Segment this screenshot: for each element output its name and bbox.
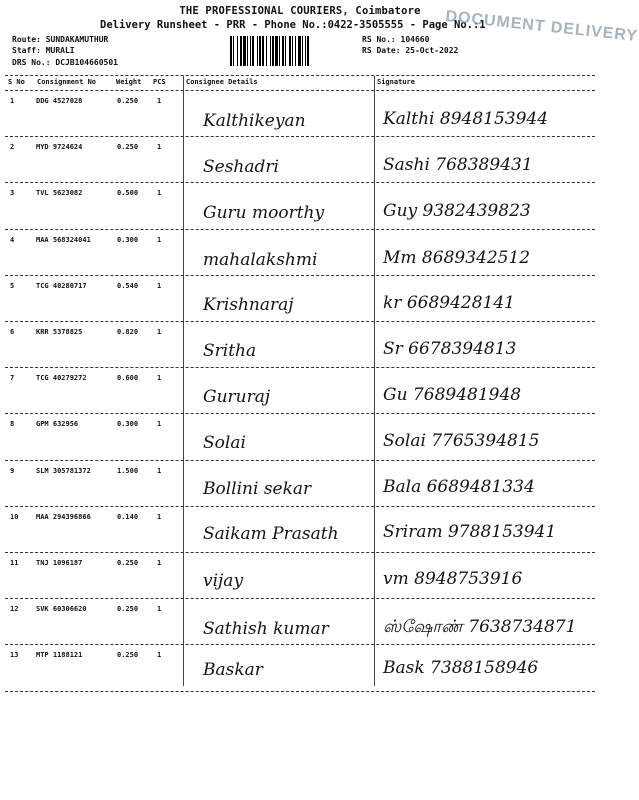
row-sno: 8 bbox=[10, 420, 15, 429]
signature-with-phone: vm 8948753916 bbox=[383, 569, 523, 589]
row-separator bbox=[5, 691, 595, 692]
row-sno: 13 bbox=[10, 651, 19, 660]
drs-number: DRS No.: DCJB104660501 bbox=[12, 58, 118, 67]
weight: 0.250 bbox=[117, 143, 139, 152]
pieces: 1 bbox=[157, 235, 162, 244]
runsheet-subtitle: Delivery Runsheet - PRR - Phone No.:0422-3505555 - Page No.:1 bbox=[100, 19, 486, 31]
pieces: 1 bbox=[157, 559, 162, 567]
pieces: 1 bbox=[157, 189, 162, 198]
row-sno: 9 bbox=[10, 466, 15, 475]
consignment-number: TCG 40279272 bbox=[36, 374, 87, 383]
weight: 0.250 bbox=[117, 559, 139, 567]
table-row bbox=[0, 507, 600, 553]
consignee-name: Sathish kumar bbox=[203, 619, 329, 640]
consignee-name: Baskar bbox=[203, 660, 263, 681]
signature-with-phone: Sr 6678394813 bbox=[383, 339, 517, 359]
table-row bbox=[0, 91, 600, 137]
consignee-name: vijay bbox=[203, 571, 244, 591]
col-sno: S No bbox=[8, 78, 25, 86]
consignment-number: GPM 632956 bbox=[36, 420, 79, 429]
consignment-number: SVK 60306620 bbox=[36, 605, 87, 614]
consignment-number: KRR 5378825 bbox=[36, 328, 83, 336]
signature-with-phone: Bala 6689481334 bbox=[383, 476, 535, 497]
barcode-bar bbox=[309, 36, 312, 66]
signature-with-phone: Sashi 768389431 bbox=[383, 155, 533, 176]
table-row bbox=[0, 461, 600, 507]
consignment-number: MTP 1188121 bbox=[36, 651, 83, 660]
signature-with-phone: Guy 9382439823 bbox=[383, 201, 531, 222]
barcode bbox=[230, 36, 354, 66]
pieces: 1 bbox=[157, 420, 162, 429]
pieces: 1 bbox=[157, 651, 162, 660]
rs-number: RS No.: 104660 bbox=[362, 35, 430, 44]
consignee-name: Sritha bbox=[203, 341, 257, 361]
weight: 0.250 bbox=[117, 651, 139, 660]
consignment-number: TCG 40280717 bbox=[36, 281, 87, 290]
consignee-name: Guru moorthy bbox=[203, 203, 325, 224]
weight: 0.820 bbox=[117, 328, 139, 336]
consignment-number: TVL 5623082 bbox=[36, 189, 83, 198]
signature-with-phone: Solai 7765394815 bbox=[383, 431, 540, 452]
pieces: 1 bbox=[157, 281, 162, 290]
table-row bbox=[0, 322, 600, 368]
pieces: 1 bbox=[157, 466, 162, 475]
consignee-name: Bollini sekar bbox=[203, 478, 312, 499]
pieces: 1 bbox=[157, 97, 162, 105]
table-row bbox=[0, 137, 600, 183]
weight: 1.500 bbox=[117, 466, 139, 475]
consignee-name: Krishnaraj bbox=[203, 294, 294, 315]
consignment-number: SLM 305781372 bbox=[36, 466, 91, 475]
consignee-name: mahalakshmi bbox=[203, 249, 318, 270]
col-weight: Weight bbox=[116, 78, 142, 86]
signature-with-phone: Sriram 9788153941 bbox=[383, 521, 557, 542]
route-label: Route: SUNDAKAMUTHUR bbox=[12, 35, 109, 44]
consignment-number: MAA 294396866 bbox=[36, 512, 91, 521]
row-sno: 6 bbox=[10, 328, 15, 336]
header-rule-top bbox=[5, 75, 595, 76]
weight: 0.300 bbox=[117, 420, 139, 429]
signature-with-phone: kr 6689428141 bbox=[383, 292, 515, 313]
consignee-name: Gururaj bbox=[203, 387, 271, 408]
company-title: THE PROFESSIONAL COURIERS, Coimbatore bbox=[179, 5, 421, 17]
table-row bbox=[0, 414, 600, 460]
pieces: 1 bbox=[157, 605, 162, 614]
consignee-name: Solai bbox=[203, 433, 246, 454]
col-pcs: PCS bbox=[153, 78, 166, 86]
staff-label: Staff: MURALI bbox=[12, 46, 75, 55]
row-sno: 2 bbox=[10, 143, 15, 152]
row-sno: 12 bbox=[10, 605, 19, 614]
table-header bbox=[0, 78, 600, 90]
row-sno: 7 bbox=[10, 374, 15, 383]
table-row bbox=[0, 368, 600, 414]
row-sno: 3 bbox=[10, 189, 15, 198]
consignee-name: Seshadri bbox=[203, 157, 279, 178]
weight: 0.250 bbox=[117, 97, 139, 105]
signature-with-phone: Kalthi 8948153944 bbox=[383, 109, 549, 129]
consignee-name: Saikam Prasath bbox=[203, 523, 339, 544]
signature-with-phone: Bask 7388158946 bbox=[383, 658, 539, 679]
table-row bbox=[0, 230, 600, 276]
rs-date: RS Date: 25-Oct-2022 bbox=[362, 46, 459, 55]
signature-with-phone: Mm 8689342512 bbox=[383, 247, 531, 268]
weight: 0.600 bbox=[117, 374, 139, 383]
row-sno: 11 bbox=[10, 559, 19, 567]
pieces: 1 bbox=[157, 328, 162, 336]
weight: 0.250 bbox=[117, 605, 139, 614]
consignment-number: MYD 9724624 bbox=[36, 143, 83, 152]
signature-with-phone: Gu 7689481948 bbox=[383, 385, 522, 406]
weight: 0.540 bbox=[117, 281, 139, 290]
row-sno: 4 bbox=[10, 235, 15, 244]
consignment-number: MAA 568324041 bbox=[36, 235, 91, 244]
pieces: 1 bbox=[157, 374, 162, 383]
signature-with-phone: ஸ்ஷோண் 7638734871 bbox=[383, 617, 577, 638]
col-consignment: Consignment No bbox=[37, 78, 97, 86]
document-delivery-stamp: DOCUMENT DELIVERY bbox=[444, 7, 639, 46]
row-sno: 10 bbox=[10, 512, 19, 521]
table-row bbox=[0, 645, 600, 691]
consignment-number: DDG 4527028 bbox=[36, 97, 83, 105]
row-sno: 5 bbox=[10, 281, 15, 290]
consignee-name: Kalthikeyan bbox=[203, 111, 306, 131]
table-row bbox=[0, 599, 600, 645]
col-signature: Signature bbox=[377, 78, 415, 86]
table-row bbox=[0, 553, 600, 599]
table-row bbox=[0, 276, 600, 322]
consignment-number: TNJ 1096187 bbox=[36, 559, 83, 567]
row-sno: 1 bbox=[10, 97, 15, 105]
col-consignee: Consignee Details bbox=[186, 78, 258, 86]
table-row bbox=[0, 183, 600, 229]
weight: 0.300 bbox=[117, 235, 139, 244]
pieces: 1 bbox=[157, 512, 162, 521]
weight: 0.500 bbox=[117, 189, 139, 198]
weight: 0.140 bbox=[117, 512, 139, 521]
pieces: 1 bbox=[157, 143, 162, 152]
